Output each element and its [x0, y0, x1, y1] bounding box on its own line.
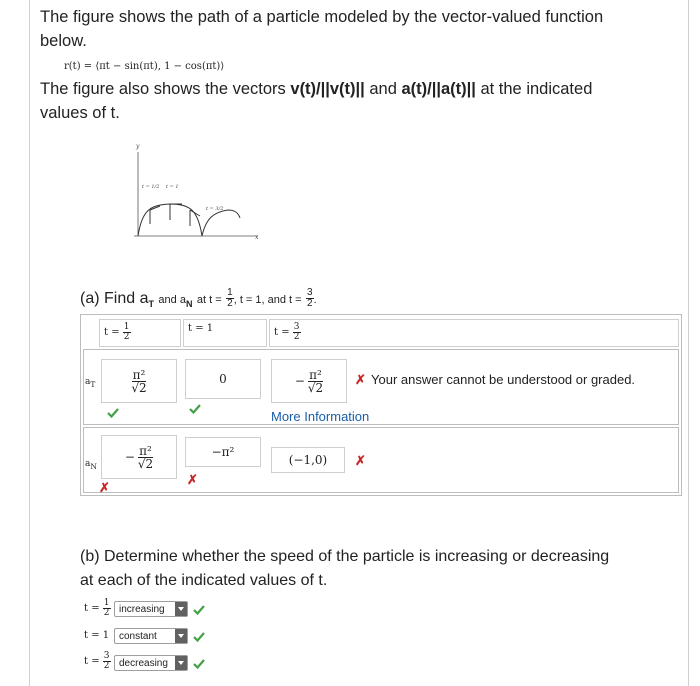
chevron-down-icon — [175, 602, 187, 616]
intro-text-end: at the indicated — [480, 80, 593, 98]
cycloid-figure — [130, 140, 270, 240]
part-a-find: (a) Find a — [80, 290, 149, 307]
label-t-three-half: t = 3/2 — [206, 206, 224, 212]
answer-aN-t-half[interactable]: − $\frac{\text{π²}}{√2}$ — [101, 435, 177, 479]
speed-select-t-half[interactable]: increasing — [114, 601, 188, 617]
part-b-line-1: (b) Determine whether the speed of the particle is increasing or decreasing — [80, 548, 610, 565]
part-b-line-2: at each of the indicated values of t. — [80, 572, 328, 589]
label-t-one: t = 1 — [166, 184, 179, 190]
part-a-sub-n: N — [185, 299, 193, 310]
check-icon — [193, 631, 205, 643]
label-t-half: t = 1/2 — [142, 184, 160, 190]
answer-table — [80, 314, 682, 496]
x-axis-label: x — [255, 234, 259, 240]
header-t-one: t = 1 — [183, 319, 267, 347]
error-message: Your answer cannot be understood or graded. — [371, 372, 636, 387]
part-a-period: . — [313, 294, 317, 306]
check-icon — [189, 403, 201, 415]
cross-icon: ✗ — [187, 472, 198, 487]
y-axis-label: y — [136, 143, 140, 150]
part-b-label-t-half: t = $\frac{1}{2}$ — [84, 598, 110, 618]
chevron-down-icon — [175, 656, 187, 670]
speed-select-t-one[interactable]: constant — [114, 628, 188, 644]
part-a-sub-t: T — [148, 299, 154, 310]
cross-icon: ✗ — [355, 453, 366, 468]
chevron-down-icon — [175, 629, 187, 643]
intro-line-2: below. — [40, 32, 87, 50]
more-information-link[interactable]: More Information — [271, 409, 370, 424]
velocity-unit-expression: v(t)/||v(t)|| — [290, 80, 365, 98]
part-a-half: $\frac{1}{2}$ — [227, 287, 233, 310]
speed-select-t-three-half[interactable]: decreasing — [114, 655, 188, 671]
part-b-label-t-one: t = 1 — [84, 630, 110, 641]
intro-line-1: The figure shows the path of a particle modeled by the vector-valued function — [40, 8, 604, 26]
part-b-label-t-three-half: t = $\frac{3}{2}$ — [84, 651, 110, 671]
vector-v-three-half — [190, 210, 200, 216]
intro-line-3 — [40, 77, 592, 101]
answer-aN-t-three-half[interactable]: (−1,0) — [271, 447, 345, 473]
answer-aT-t-half[interactable]: $\frac{\text{π²}}{√2}$ — [101, 359, 177, 403]
header-t-half: t = $\frac{1}{2}$ — [99, 319, 181, 347]
part-a-prompt — [80, 287, 317, 316]
intro-and: and — [369, 80, 397, 98]
intro-text: The figure also shows the vectors — [40, 80, 286, 98]
row-aT-label: $a_T$ — [85, 377, 96, 389]
answer-aT-t-three-half[interactable]: − $\frac{\text{π²}}{√2}$ — [271, 359, 347, 403]
part-a-three-half: $\frac{3}{2}$ — [307, 287, 313, 310]
answer-aN-t-one[interactable]: −π² — [185, 437, 261, 467]
intro-line-4: values of t. — [40, 104, 120, 122]
part-a-and: and a — [158, 294, 186, 306]
cross-icon: ✗ — [99, 480, 110, 495]
check-icon — [193, 658, 205, 670]
check-icon — [193, 604, 205, 616]
header-t-three-half: t = $\frac{3}{2}$ — [269, 319, 679, 347]
vector-function-formula: r(t) = ⟨πt − sin(πt), 1 − cos(πt)⟩ — [64, 61, 225, 72]
check-icon — [107, 407, 119, 419]
part-a-at: at t = — [196, 294, 222, 306]
cross-icon: ✗ — [355, 372, 366, 387]
row-aN-label: $a_N$ — [85, 459, 97, 471]
answer-aT-t-one[interactable]: 0 — [185, 359, 261, 399]
acceleration-unit-expression: a(t)/||a(t)|| — [401, 80, 476, 98]
part-a-rest: , t = 1, and t = — [233, 294, 302, 306]
cycloid-arch-2 — [202, 210, 240, 236]
